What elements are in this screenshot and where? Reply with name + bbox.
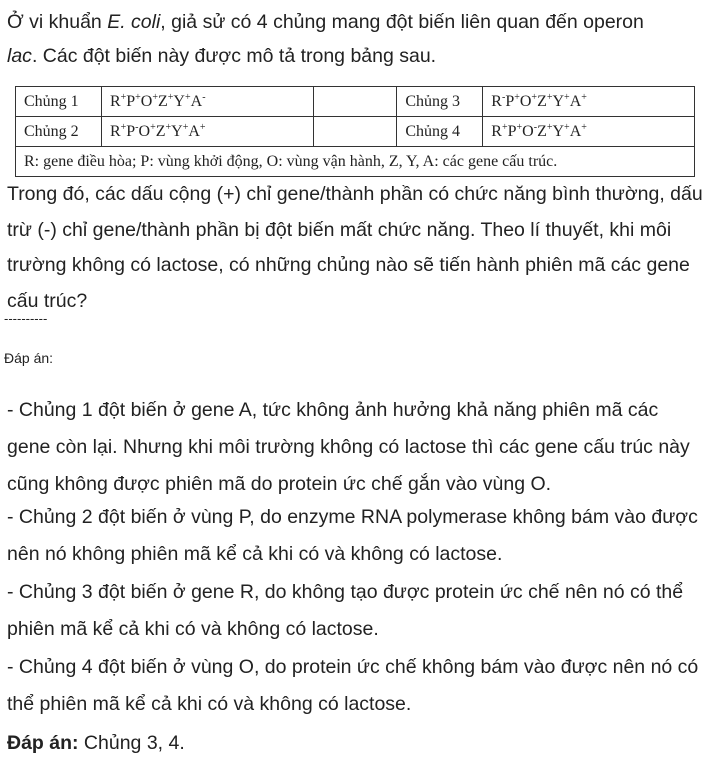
gene-letter: A	[190, 92, 203, 110]
gene-letter: O	[522, 122, 534, 140]
gene-sign: +	[120, 121, 127, 133]
gene-sign: +	[135, 91, 141, 103]
intro-species: E. coli	[107, 11, 161, 33]
gene-sign: +	[182, 121, 189, 133]
intro-text-1: Ở vi khuẩn	[7, 11, 108, 33]
table-gap	[313, 87, 397, 117]
strain1-label: Chủng 1	[16, 87, 102, 117]
table-legend: R: gene điều hòa; P: vùng khởi động, O: vùng vận hành, Z, Y, A: các gene cấu trúc.	[16, 147, 695, 177]
gene-letter: A	[188, 122, 200, 140]
question-text: Trong đó, các dấu cộng (+) chỉ gene/thành phần có chức năng bình thường, dấu trừ (-) chỉ gene/thành phần bị đột biến mất chức năng. Theo lí thuyết, khi môi trường không có lactose, có những chủng nào sẽ tiến hành phiên mã các gene cấu trúc?	[7, 183, 703, 312]
gene-sign: +	[152, 91, 158, 103]
gene-sign: +	[184, 91, 191, 103]
answer-item-1: - Chủng 1 đột biến ở gene A, tức không ảnh hưởng khả năng phiên mã các gene còn lại. Nhưng khi môi trường không có lactose thì các gene cấu trúc này cũng không được phiên mã do protein ức chế gắn vào vùng O.	[7, 399, 690, 495]
strain3-label: Chủng 3	[397, 87, 483, 117]
strain4-genotype	[483, 117, 695, 147]
gene-sign: +	[165, 121, 172, 133]
gene-letter: Z	[155, 122, 166, 140]
table-gap	[313, 117, 397, 147]
final-answer	[7, 729, 185, 757]
intro-paragraph	[7, 5, 707, 73]
gene-letter: Z	[537, 92, 547, 110]
gene-sign: +	[514, 91, 520, 103]
gene-sign: +	[167, 91, 174, 103]
gene-letter: O	[138, 122, 151, 140]
strain1-genotype	[101, 87, 313, 117]
gene-letter: A	[569, 122, 582, 140]
answer-item-2: - Chủng 2 đột biến ở vùng P, do enzyme RNA polymerase không bám vào được nên nó không phiên mã kể cả khi có và không có lactose.	[7, 506, 698, 565]
table-row	[16, 87, 695, 117]
gene-letter: Z	[158, 92, 168, 110]
gene-sign: +	[546, 91, 553, 103]
table-row	[16, 117, 695, 147]
gene-sign: +	[564, 121, 570, 133]
gene-letter: O	[519, 92, 532, 110]
answer-item-3: - Chủng 3 đột biến ở gene R, do không tạo được protein ức chế nên nó có thể phiên mã kể cả khi có và không có lactose.	[7, 581, 684, 640]
gene-sign: -	[501, 91, 506, 103]
gene-letter: Y	[171, 122, 183, 140]
gene-sign: -	[135, 121, 139, 133]
final-answer-value: Chủng 3, 4.	[78, 732, 185, 754]
gene-sign: -	[202, 91, 206, 103]
gene-sign: +	[581, 121, 587, 133]
gene-letter: Z	[537, 122, 547, 140]
gene-letter: P	[126, 92, 136, 110]
gene-letter: Y	[552, 92, 565, 110]
gene-letter: A	[569, 92, 582, 110]
gene-sign: +	[150, 121, 156, 133]
intro-text-2: , giả sử có 4 chủng mang đột biến liên quan đến operon	[160, 11, 644, 33]
gene-sign: +	[564, 91, 570, 103]
intro-text-3: . Các đột biến này được mô tả trong bảng sau.	[31, 45, 437, 67]
gene-letter: Y	[173, 92, 185, 110]
gene-letter: R	[109, 122, 121, 140]
gene-sign: +	[546, 121, 553, 133]
gene-letter: R	[491, 92, 502, 110]
gene-sign: +	[531, 91, 538, 103]
gene-letter: P	[507, 122, 517, 140]
strain2-label: Chủng 2	[16, 117, 102, 147]
gene-letter: O	[140, 92, 153, 110]
gene-letter: Y	[552, 122, 565, 140]
final-answer-label: Đáp án:	[7, 732, 79, 754]
strain2-genotype	[101, 117, 313, 147]
gene-sign: +	[199, 121, 206, 133]
gene-sign: +	[581, 91, 587, 103]
strain3-genotype	[483, 87, 695, 117]
table-row	[16, 147, 695, 177]
gene-sign: -	[533, 121, 538, 133]
answer-heading: Đáp án:	[4, 350, 54, 366]
gene-sign: +	[120, 91, 127, 103]
answer-item-4: - Chủng 4 đột biến ở vùng O, do protein ức chế không bám vào được nên nó có thể phiên mã kể cả khi có và không có lactose.	[7, 656, 699, 715]
gene-sign: +	[501, 121, 508, 133]
strain4-label: Chủng 4	[397, 117, 483, 147]
mutation-table	[15, 86, 695, 177]
divider-line: ----------	[4, 311, 48, 326]
gene-letter: R	[491, 122, 502, 140]
gene-letter: R	[109, 92, 121, 110]
gene-sign: +	[516, 121, 523, 133]
intro-operon: lac	[7, 45, 32, 67]
gene-letter: P	[505, 92, 515, 110]
gene-letter: P	[126, 122, 136, 140]
